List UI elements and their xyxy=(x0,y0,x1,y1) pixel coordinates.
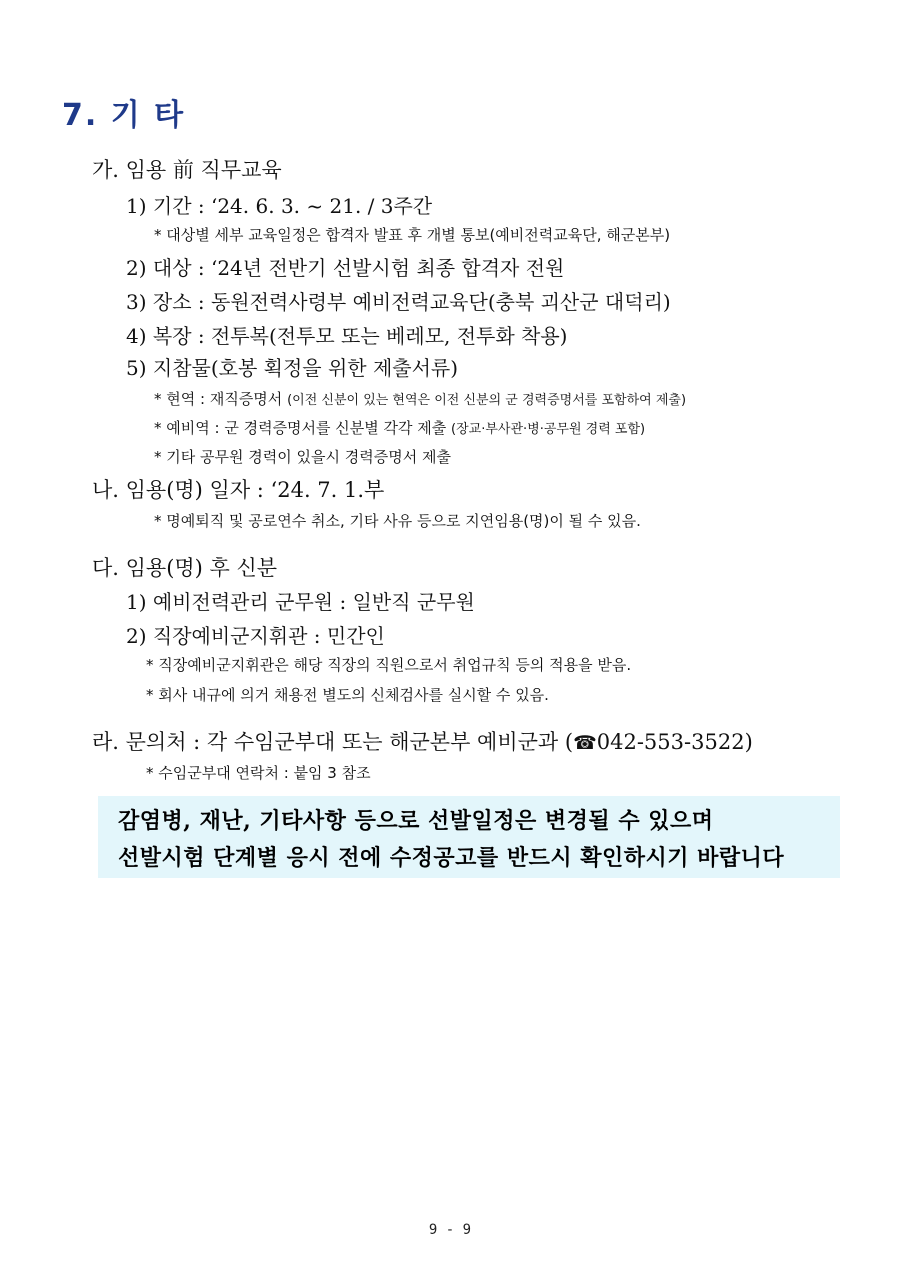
ra-heading-close: ) xyxy=(744,730,753,754)
da-item-civilian-military: 1) 예비전력관리 군무원 : 일반직 군무원 xyxy=(126,590,475,614)
ga-item-documents: 5) 지참물(호봉 획정을 위한 제출서류) xyxy=(126,356,459,380)
ga-note-veterans-main: * 예비역 : 군 경력증명서를 신분별 각각 제출 xyxy=(154,419,452,437)
da-heading: 다. 임용(명) 후 신분 xyxy=(92,556,278,580)
notice-highlight-box xyxy=(98,796,840,878)
ga-note-other: * 기타 공무원 경력이 있을시 경력증명서 제출 xyxy=(154,448,451,466)
da-item-workplace-commander: 2) 직장예비군지휘관 : 민간인 xyxy=(126,624,385,648)
ra-heading xyxy=(92,726,753,756)
notice-line-2: 선발시험 단계별 응시 전에 수정공고를 반드시 확인하시기 바랍니다 xyxy=(118,845,785,871)
page-number: 9 - 9 xyxy=(428,1222,472,1238)
da-note-physical-exam: * 회사 내규에 의거 채용전 별도의 신체검사를 실시할 수 있음. xyxy=(146,686,549,704)
ra-note: * 수임군부대 연락처 : 붙임 3 참조 xyxy=(146,764,371,782)
ga-heading: 가. 임용 前 직무교육 xyxy=(92,158,282,182)
ga-note-active-duty xyxy=(154,388,686,409)
ga-note-schedule: * 대상별 세부 교육일정은 합격자 발표 후 개별 통보(예비전력교육단, 해군본부) xyxy=(154,226,671,244)
na-note: * 명예퇴직 및 공로연수 취소, 기타 사유 등으로 지연임용(명)이 될 수 있음. xyxy=(154,512,641,530)
ga-note-active-duty-main: * 현역 : 재직증명서 xyxy=(154,390,288,408)
ga-item-dress: 4) 복장 : 전투복(전투모 또는 베레모, 전투화 착용) xyxy=(126,324,568,348)
notice-line-1: 감염병, 재난, 기타사항 등으로 선발일정은 변경될 수 있으며 xyxy=(118,808,714,834)
da-note-employment-rules: * 직장예비군지휘관은 해당 직장의 직원으로서 취업규칙 등의 적용을 받음. xyxy=(146,656,632,674)
ga-note-active-duty-paren: (이전 신분이 있는 현역은 이전 신분의 군 경력증명서를 포함하여 제출) xyxy=(287,393,687,408)
ga-note-veterans-paren: (장교·부사관·병·공무원 경력 포함) xyxy=(451,422,646,437)
ga-note-veterans xyxy=(154,417,645,438)
ra-heading-text: 라. 문의처 : 각 수임군부대 또는 해군본부 예비군과 ( xyxy=(92,730,574,754)
ga-item-place: 3) 장소 : 동원전력사령부 예비전력교육단(충북 괴산군 대덕리) xyxy=(126,290,671,314)
ga-item-target: 2) 대상 : ‘24년 전반기 선발시험 최종 합격자 전원 xyxy=(126,256,565,280)
section-title: 7. 기 타 xyxy=(62,98,186,133)
na-heading: 나. 임용(명) 일자 : ‘24. 7. 1.부 xyxy=(92,478,385,502)
phone-icon: ☎ xyxy=(573,732,597,754)
ga-item-period: 1) 기간 : ‘24. 6. 3. ~ 21. / 3주간 xyxy=(126,194,433,218)
ra-phone-number: 042-553-3522 xyxy=(596,730,745,754)
